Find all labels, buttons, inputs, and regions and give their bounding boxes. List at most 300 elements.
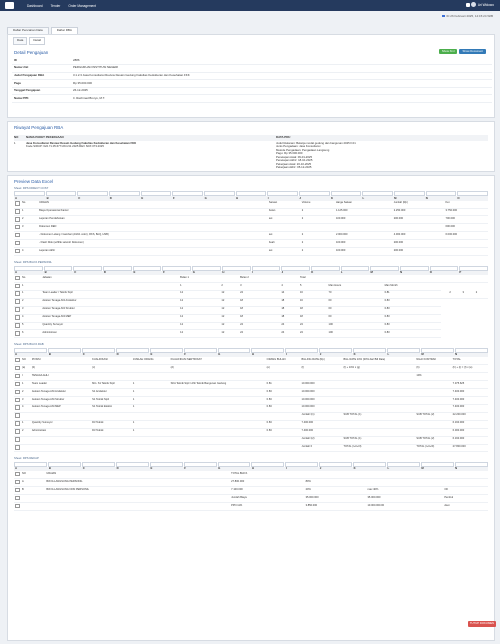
nav-tender[interactable]: Tender — [50, 3, 61, 8]
table-cell — [132, 373, 170, 381]
table-cell: I — [21, 373, 31, 381]
table-row — [14, 240, 488, 248]
row-checkbox-cell — [14, 290, 21, 298]
table-cell: 12 — [220, 298, 239, 306]
riwayat-pdu — [276, 142, 488, 170]
pdu-item: Penetapan Awal: 09-01-2025 — [276, 154, 313, 159]
row-checkbox[interactable] — [15, 241, 20, 246]
table-cell — [462, 275, 475, 282]
column-header: K — [311, 270, 314, 275]
table-cell: 2 — [301, 240, 335, 248]
table-cell — [21, 503, 45, 511]
table-row — [14, 201, 488, 208]
table-cell: 3 — [462, 290, 475, 298]
table-cell — [366, 471, 443, 478]
riwayat-header-name: NAMA PAKET PEKERJAAN — [26, 135, 64, 140]
table-cell — [343, 404, 416, 412]
table-cell — [21, 232, 38, 240]
table-cell: NO — [21, 357, 31, 364]
sheet-title: Sheet: RPS REKAP — [14, 456, 39, 461]
table-cell — [452, 373, 488, 381]
row-checkbox-cell — [14, 248, 21, 256]
show-xml-button[interactable]: Show Xml — [439, 49, 458, 54]
column-header: A — [15, 195, 18, 200]
table-cell: Laporan Pendahuluan — [38, 216, 268, 224]
table-cell — [305, 471, 367, 478]
tab-daftar-rba[interactable]: Daftar RBA — [51, 27, 78, 34]
table-row — [14, 389, 488, 397]
table-cell: 60 — [328, 298, 384, 306]
table-cell: 12 — [220, 290, 239, 298]
table-cell: buah — [268, 240, 301, 248]
table-cell: 4 — [280, 282, 299, 290]
table-cell — [415, 404, 451, 412]
row-checkbox[interactable] — [15, 437, 20, 442]
table-cell: 2 — [301, 208, 335, 216]
table-cell — [170, 436, 266, 444]
row-checkbox[interactable] — [15, 445, 20, 450]
table-cell: (d) — [170, 365, 266, 373]
table-cell: URAIAN — [38, 201, 268, 208]
table-cell: 18 — [239, 306, 280, 314]
table-cell: 1 — [21, 208, 38, 216]
row-checkbox[interactable] — [15, 390, 20, 395]
table-cell: 12 — [179, 290, 220, 298]
table-cell: 18 — [239, 314, 280, 322]
column-header: M — [421, 352, 424, 357]
table-cell: Jumlah I(2) — [301, 436, 343, 444]
column-header: I — [285, 466, 287, 471]
row-checkbox-cell — [14, 282, 21, 290]
row-checkbox-cell — [14, 306, 21, 314]
column-header: B — [46, 195, 49, 200]
table-cell: 16 — [299, 290, 328, 298]
filter-row — [14, 348, 488, 352]
table-cell: Quantity Surveyor — [41, 322, 179, 330]
riwayat-row — [14, 142, 488, 170]
table-cell — [170, 412, 266, 420]
row-checkbox[interactable] — [15, 429, 20, 434]
sheet-table — [14, 201, 488, 256]
table-cell: 3.850.000 — [305, 503, 367, 511]
table-cell: 100 — [328, 330, 384, 338]
table-cell: 0.83 — [266, 404, 301, 412]
column-header: H — [236, 195, 239, 200]
row-checkbox[interactable] — [15, 472, 20, 477]
table-cell: 7.400.000 — [301, 420, 343, 428]
table-cell — [441, 275, 449, 282]
row-checkbox-cell — [14, 322, 21, 330]
user-menu[interactable] — [471, 2, 494, 7]
row-checkbox-cell — [14, 389, 21, 397]
table-cell: 3 — [21, 306, 41, 314]
table-cell: 2.250.000 — [393, 208, 445, 216]
sheet-table — [14, 471, 488, 511]
table-cell: (h) + (i) = (f) x (e) — [452, 365, 488, 373]
table-cell: 3.750.000 — [445, 208, 488, 216]
table-cell: Asisten Tenaga Ahli Arsitektur — [41, 298, 179, 306]
row-checkbox-cell — [14, 436, 21, 444]
row-checkbox-cell — [14, 365, 21, 373]
table-cell: 0.81 — [384, 290, 441, 298]
table-cell: Ket — [445, 201, 488, 208]
table-cell: max 40% — [366, 487, 443, 495]
table-cell: Pembul — [443, 495, 488, 503]
table-cell: Min. S1 Teknik Sipil — [91, 381, 132, 389]
row-checkbox[interactable] — [15, 488, 20, 493]
column-header: P — [459, 270, 462, 275]
row-checkbox-cell — [14, 381, 21, 389]
table-cell: SUB TOTAL (2) — [415, 412, 451, 420]
table-cell: 12 — [220, 306, 239, 314]
table-cell — [91, 373, 132, 381]
table-cell: PPN 11% — [230, 503, 304, 511]
row-checkbox-cell — [14, 479, 21, 487]
table-cell: D3 Teknik — [91, 428, 132, 436]
table-cell: TENAGA AHLI — [31, 373, 91, 381]
table-cell: ORANG BULAN — [266, 357, 301, 364]
table-cell — [220, 275, 239, 282]
table-cell: Laporan Akhir — [38, 248, 268, 256]
table-row — [14, 216, 488, 224]
sheet-title: Sheet: RPS BIAYA RAB — [14, 342, 44, 347]
row-checkbox[interactable] — [15, 315, 20, 320]
row-checkbox-cell — [14, 275, 21, 282]
row-checkbox[interactable] — [15, 496, 20, 501]
notification-icon[interactable] — [466, 3, 470, 7]
table-cell — [31, 444, 91, 452]
table-cell: S1 Teknik Sipil — [91, 396, 132, 404]
table-cell: 7.400.000 — [301, 428, 343, 436]
table-cell: Harga Satuan — [335, 201, 393, 208]
row-checkbox[interactable] — [15, 421, 20, 426]
detail-value: 2886 — [71, 57, 492, 64]
table-row — [14, 365, 488, 373]
table-row — [14, 357, 488, 364]
column-header: O — [457, 195, 460, 200]
table-row — [14, 290, 488, 298]
row-checkbox-cell — [14, 216, 21, 224]
row-checkbox-cell — [14, 487, 21, 495]
pdu-item: Penetapan Akhir: 18-10-2025 — [276, 158, 313, 163]
table-cell: 2 — [448, 290, 461, 298]
table-cell: 1 — [132, 428, 170, 436]
table-row — [14, 471, 488, 478]
table-cell: 2 — [301, 232, 335, 240]
table-cell: 10.000.000 — [301, 396, 343, 404]
column-header: J — [299, 195, 301, 200]
table-cell: 3 — [21, 224, 38, 232]
row-checkbox[interactable] — [15, 276, 20, 281]
row-checkbox[interactable] — [15, 201, 20, 206]
table-cell: 12 — [220, 314, 239, 322]
table-cell — [328, 275, 384, 282]
detail-title: Detail Pengajuan — [14, 49, 49, 55]
row-checkbox-cell — [14, 201, 21, 208]
table-cell: Asisten Tenaga Ahli Arsitektur — [31, 389, 91, 397]
row-checkbox-cell — [14, 471, 21, 478]
table-cell — [170, 373, 266, 381]
table-cell — [21, 495, 45, 503]
table-cell: KUALIFIKASI SERTIFIKAT — [170, 357, 266, 364]
table-cell: 35.000.000 — [366, 495, 443, 503]
detail-row — [12, 72, 492, 80]
column-header: O — [429, 270, 432, 275]
row-checkbox[interactable] — [15, 413, 20, 418]
row-checkbox[interactable] — [15, 382, 20, 387]
column-header: D — [109, 195, 112, 200]
table-cell: Jabatan — [41, 275, 179, 282]
subtab-detail[interactable]: Detail — [29, 37, 45, 45]
column-header: I — [252, 270, 253, 275]
tab-daftar-pencairan[interactable]: Daftar Pencairan Data — [7, 27, 49, 34]
column-header-row — [14, 271, 488, 275]
table-cell: (e) — [266, 365, 301, 373]
table-cell — [448, 275, 461, 282]
row-checkbox-cell — [14, 420, 21, 428]
table-cell: No — [21, 275, 41, 282]
table-cell — [41, 282, 179, 290]
row-checkbox[interactable] — [15, 358, 20, 363]
table-cell: BIAYA LANGSUNG PERSONIL — [45, 479, 230, 487]
table-cell: 24 — [299, 330, 328, 338]
table-cell: URAIAN — [45, 471, 230, 478]
column-header: B — [48, 466, 51, 471]
table-cell: set — [268, 232, 301, 240]
row-checkbox[interactable] — [15, 504, 20, 509]
row-checkbox[interactable] — [15, 331, 20, 336]
filter-row — [14, 266, 488, 270]
table-cell: 2 — [220, 282, 239, 290]
subtab-data[interactable]: Data — [13, 37, 27, 45]
excel-preview-panel — [7, 175, 495, 641]
table-cell — [170, 444, 266, 452]
row-checkbox[interactable] — [15, 284, 20, 289]
table-cell — [266, 444, 301, 452]
table-cell: 2 — [475, 290, 488, 298]
table-cell — [170, 404, 266, 412]
table-cell — [21, 444, 31, 452]
column-header: N — [400, 270, 403, 275]
column-header: N — [455, 466, 458, 471]
nav-dashboard[interactable]: Dashboard — [27, 3, 43, 8]
table-row — [14, 275, 488, 282]
column-header: J — [281, 270, 284, 275]
table-cell: 3 — [21, 396, 31, 404]
table-cell: 100.000 — [335, 248, 393, 256]
table-cell: JUMLAH ORANG — [132, 357, 170, 364]
row-checkbox[interactable] — [15, 249, 20, 254]
detail-key: ID — [12, 57, 71, 64]
table-cell: Jumlah II — [301, 444, 343, 452]
row-checkbox-cell — [14, 495, 21, 503]
table-cell — [445, 248, 488, 256]
table-cell: 3 — [239, 282, 280, 290]
table-cell: TOTAL (I+II+III) — [343, 444, 416, 452]
table-cell: D3 Teknik — [91, 420, 132, 428]
riwayat-title: Riwayat Pengajuan RBA — [14, 125, 64, 130]
column-header: B — [48, 352, 51, 357]
detail-subtabs — [8, 35, 494, 47]
table-cell — [343, 389, 416, 397]
row-checkbox[interactable] — [15, 374, 20, 379]
table-cell: KUALIFIKASI — [91, 357, 132, 364]
nav-order-management[interactable]: Order Management — [68, 3, 96, 8]
table-cell: A — [21, 479, 45, 487]
table-cell: Bulan 1 — [179, 275, 220, 282]
row-checkbox[interactable] — [15, 217, 20, 222]
row-checkbox[interactable] — [15, 480, 20, 485]
row-checkbox[interactable] — [15, 209, 20, 214]
pdu-item: Pekerjaan Awal: 20-10-2025 — [276, 161, 312, 166]
table-cell: 12 — [179, 330, 220, 338]
table-cell: 4 — [21, 248, 38, 256]
row-checkbox-cell — [14, 412, 21, 420]
column-header: H — [252, 466, 255, 471]
table-cell — [266, 436, 301, 444]
table-row — [14, 428, 488, 436]
table-cell: set — [268, 216, 301, 224]
column-header: N — [425, 195, 428, 200]
row-checkbox-cell — [14, 373, 21, 381]
row-checkbox[interactable] — [15, 291, 20, 296]
table-cell — [21, 436, 31, 444]
table-cell — [266, 412, 301, 420]
table-row — [14, 487, 488, 495]
app-logo[interactable] — [5, 2, 14, 9]
column-header-row — [14, 196, 488, 200]
table-cell: Aset — [443, 503, 488, 511]
table-cell: 12 — [220, 322, 239, 330]
row-checkbox[interactable] — [15, 398, 20, 403]
column-header: M — [421, 466, 424, 471]
table-cell: Biaya Operasional Kantor — [38, 208, 268, 216]
table-cell — [343, 420, 416, 428]
table-cell: No — [21, 201, 38, 208]
table-cell: 1 — [132, 396, 170, 404]
table-cell: SUB TOTAL (1) — [343, 412, 416, 420]
table-cell — [21, 412, 31, 420]
table-cell: 0.83 — [266, 396, 301, 404]
row-checkbox-cell — [14, 503, 21, 511]
detail-panel — [7, 34, 495, 118]
table-cell: (c) — [91, 365, 132, 373]
table-cell: 1.125.000 — [335, 208, 393, 216]
table-cell: 6.000.000 — [452, 428, 488, 436]
row-checkbox-cell — [14, 298, 21, 306]
table-row — [14, 396, 488, 404]
column-header: D — [116, 352, 119, 357]
table-cell — [301, 224, 335, 232]
column-header: E — [133, 270, 136, 275]
column-header: J — [319, 466, 322, 471]
table-cell — [91, 436, 132, 444]
row-checkbox[interactable] — [15, 299, 20, 304]
column-header: F — [172, 195, 175, 200]
table-cell: 1 — [132, 404, 170, 412]
table-row — [14, 404, 488, 412]
table-cell: - Dokumen Lelang / Gambar (A3/A1 color), RKS, BoQ, HSB) — [38, 232, 268, 240]
table-cell: Quantity Surveyor — [31, 420, 91, 428]
column-header: C — [82, 352, 85, 357]
table-cell: 6.160.000 — [452, 436, 488, 444]
table-cell: 0.83 — [266, 389, 301, 397]
table-cell: 0.83 — [384, 322, 441, 330]
table-cell: (h) — [415, 365, 451, 373]
close-document-button[interactable]: TUTUP DOKUMEN — [469, 621, 495, 626]
table-cell — [170, 396, 266, 404]
table-row — [14, 330, 488, 338]
table-cell — [415, 396, 451, 404]
table-cell: 12 — [179, 322, 220, 330]
show-document-button[interactable]: Show Document — [459, 49, 486, 54]
table-cell — [45, 503, 230, 511]
column-header: D — [103, 270, 106, 275]
row-checkbox[interactable] — [15, 405, 20, 410]
table-cell: 70 — [328, 290, 384, 298]
column-header: H — [252, 352, 255, 357]
table-cell — [343, 396, 416, 404]
table-cell: Jumlah Biaya — [230, 495, 304, 503]
pdu-item: Metode Pengadaan: Pengadaan Langsung — [276, 147, 330, 152]
sheet-title: Sheet: RPS BIAYA PERSONIL — [14, 260, 52, 265]
detail-value: 3.1.2.3 Jasa Konsultansi Review Desain Gedung Fakultas Kedokteran dan Kesehatan FKK — [71, 72, 492, 80]
column-header: C — [78, 195, 81, 200]
row-checkbox[interactable] — [15, 307, 20, 312]
column-header: A — [15, 466, 18, 471]
table-cell: 35.000.000 — [305, 495, 367, 503]
table-cell: Dokumen DED — [38, 224, 268, 232]
table-cell: 12 — [220, 330, 239, 338]
table-cell: NILAI KONTRAK — [415, 357, 451, 364]
table-cell — [415, 420, 451, 428]
column-header: H — [222, 270, 225, 275]
row-checkbox[interactable] — [15, 233, 20, 238]
table-cell: 2 — [21, 389, 31, 397]
row-checkbox[interactable] — [15, 323, 20, 328]
column-header: D — [116, 466, 119, 471]
table-cell — [445, 240, 488, 248]
column-header-row — [14, 353, 488, 357]
table-cell — [132, 436, 170, 444]
riwayat-header-no: NO — [14, 135, 19, 140]
top-navigation-bar — [0, 0, 500, 11]
table-row — [14, 298, 488, 306]
table-cell: 10% — [415, 373, 451, 381]
row-checkbox-cell — [14, 240, 21, 248]
row-checkbox[interactable] — [15, 225, 20, 230]
row-checkbox[interactable] — [15, 366, 20, 371]
table-cell: (f) + 10% x (g) — [343, 365, 416, 373]
table-cell: Administrasi — [31, 428, 91, 436]
table-cell: 60 — [328, 314, 384, 322]
table-cell: SUB TOTAL (2) — [415, 436, 451, 444]
table-row — [14, 248, 488, 256]
table-cell: 7.100.000 — [230, 487, 304, 495]
table-cell: 1 — [21, 420, 31, 428]
table-cell: 100 — [328, 322, 384, 330]
table-cell: 24 — [280, 322, 299, 330]
table-cell: 2 — [21, 298, 41, 306]
page-tabs — [7, 27, 493, 34]
table-cell: NO — [21, 471, 45, 478]
table-cell: Jumlah (Rp) — [393, 201, 445, 208]
row-checkbox-cell — [14, 224, 21, 232]
row-checkbox-cell — [14, 232, 21, 240]
table-cell: Asisten Tenaga Ahli MEP — [31, 404, 91, 412]
column-header: K — [353, 466, 356, 471]
table-cell: 24 — [280, 330, 299, 338]
